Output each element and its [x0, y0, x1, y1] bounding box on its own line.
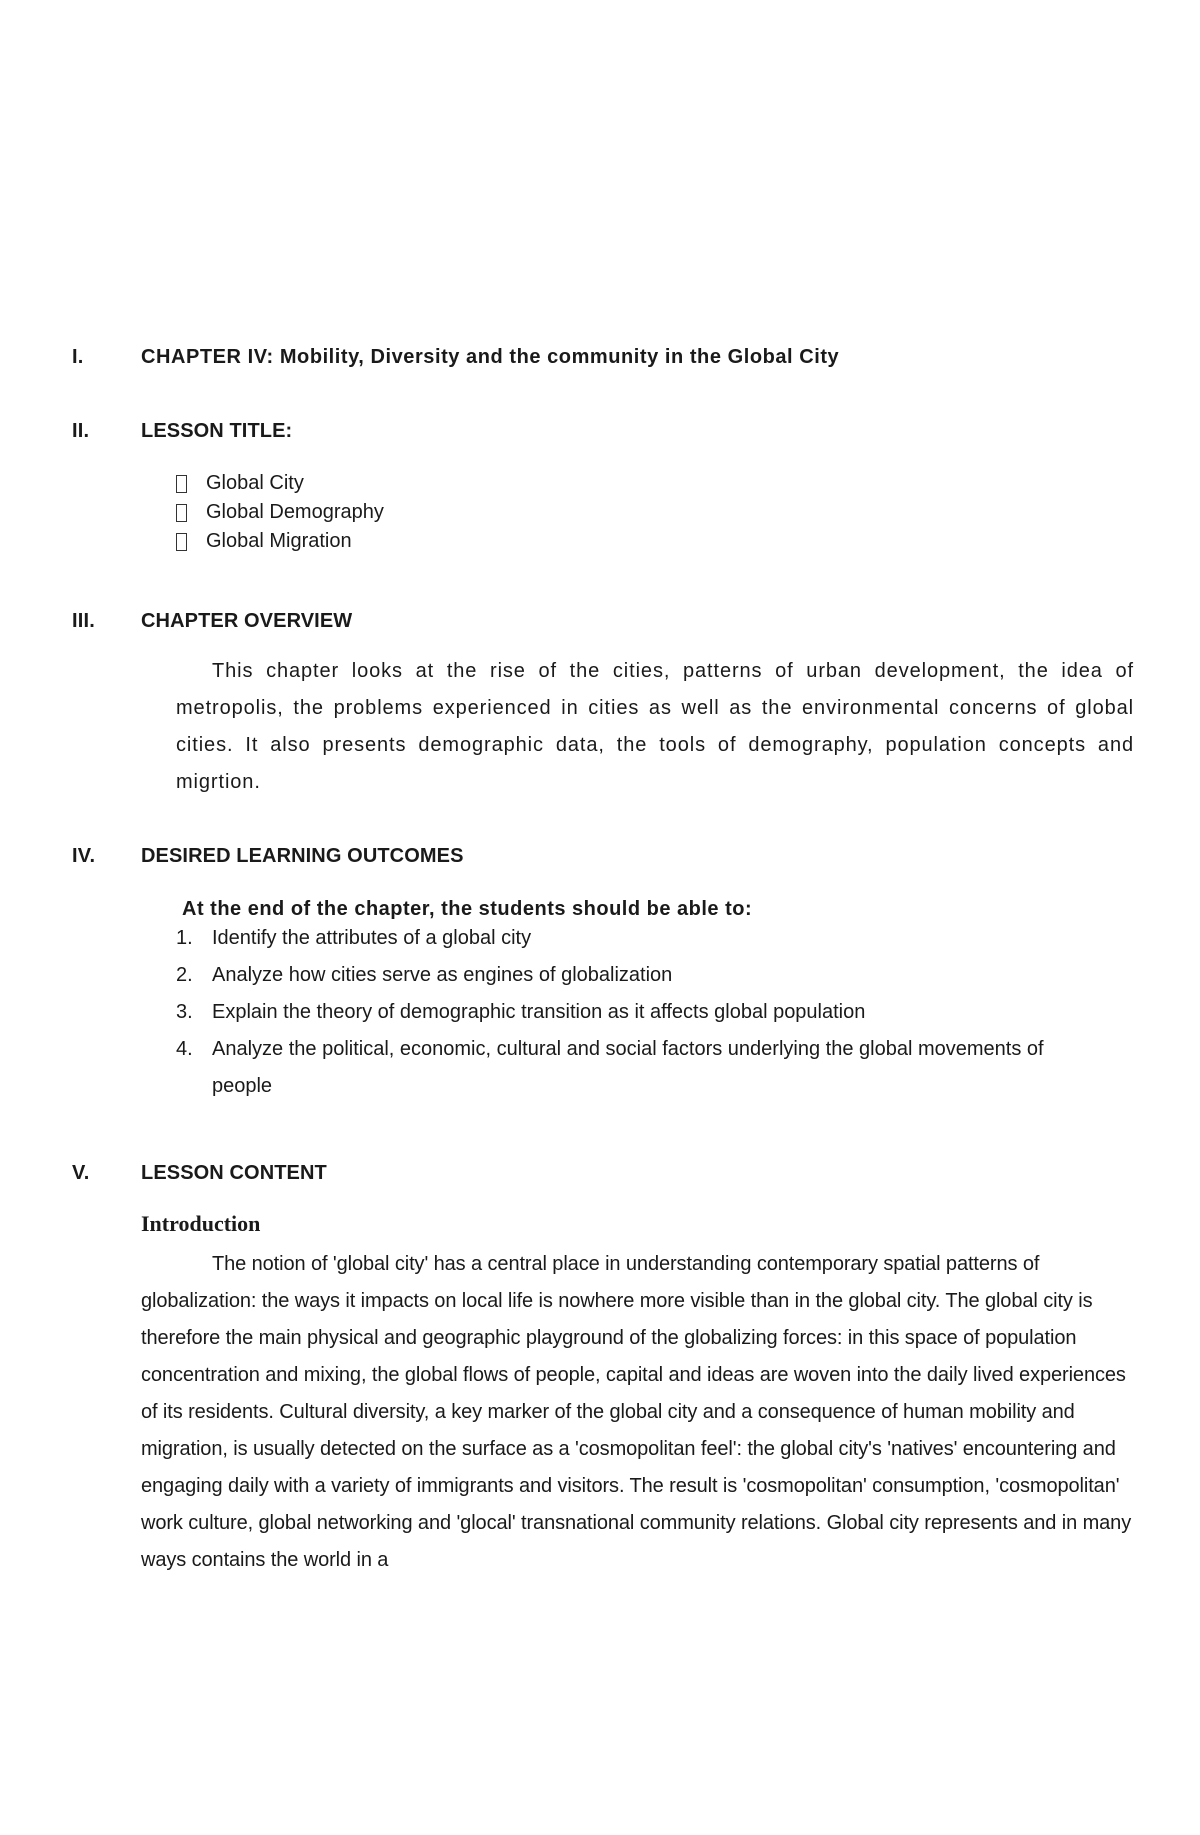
chapter-title: CHAPTER IV: Mobility, Diversity and the community in the Global City — [141, 346, 840, 368]
lesson-title-label: Global City — [206, 472, 304, 494]
paragraph-line: The result is 'cosmopolitan' consumption, 'cosmopolitan' work culture, global networking and 'glocal' — [141, 1475, 1120, 1534]
outcome-text-continued: people — [212, 1075, 273, 1097]
lesson-title-item — [176, 530, 352, 553]
section-numeral-4: IV. — [72, 845, 96, 867]
lesson-content-heading: LESSON CONTENT — [141, 1162, 327, 1184]
lesson-title-item — [176, 472, 304, 495]
lesson-title-heading: LESSON TITLE: — [141, 420, 293, 442]
outcome-number: 1. — [176, 927, 193, 949]
bullet-box-icon — [176, 475, 187, 493]
section-numeral-1: I. — [72, 346, 84, 368]
bullet-box-icon — [176, 533, 187, 551]
outcome-number: 4. — [176, 1038, 193, 1060]
lesson-title-item — [176, 501, 384, 524]
outcome-number: 2. — [176, 964, 193, 986]
introduction-heading: Introduction — [141, 1211, 261, 1236]
paragraph-line: population concentration and mixing, the global flows of people, capital and ideas are woven into the — [141, 1327, 1077, 1386]
lesson-title-label: Global Migration — [206, 530, 352, 552]
section-numeral-5: V. — [72, 1162, 90, 1184]
paragraph-line: feel': the global city's 'natives' encountering and engaging daily with a variety of immigrants and visitors. — [141, 1438, 1116, 1497]
learning-outcomes-heading: DESIRED LEARNING OUTCOMES — [141, 845, 464, 867]
bullet-box-icon — [176, 504, 187, 522]
outcomes-lead: At the end of the chapter, the students should be able to: — [182, 898, 753, 920]
section-numeral-3: III. — [72, 610, 96, 632]
paragraph-line: consequence of human mobility and migration, is usually detected on the surface as a 'cosmopolitan — [141, 1401, 1075, 1460]
paragraph-line: daily lived experiences of its residents. Cultural diversity, a key marker of the global city and a — [141, 1364, 1126, 1423]
paragraph-line: city is therefore the main physical and geographic playground of the globalizing forces: in this space of — [141, 1290, 1093, 1349]
outcome-number: 3. — [176, 1001, 193, 1023]
chapter-overview-heading: CHAPTER OVERVIEW — [141, 610, 353, 632]
outcome-text: Identify the attributes of a global city — [212, 927, 532, 949]
lesson-title-label: Global Demography — [206, 501, 384, 523]
outcome-text: Explain the theory of demographic transition as it affects global population — [212, 1001, 866, 1023]
paragraph-line: globalization: the ways it impacts on local life is nowhere more visible than in the global city. The global — [141, 1290, 1038, 1312]
chapter-overview-paragraph: This chapter looks at the rise of the cities, patterns of urban development, the idea of metropolis, the problems experienced in cities as well as the environmental concerns of global cities. It also presents demographic data, the tools of demography, population concepts and migrtion. — [176, 660, 1134, 793]
paragraph-line: The notion of 'global city' has a central place in understanding contemporary spatial patterns of — [212, 1253, 1040, 1275]
outcome-text: Analyze how cities serve as engines of globalization — [212, 964, 673, 986]
paragraph-line: transnational community relations. Global city represents and in many ways contains the world in a — [141, 1512, 1132, 1571]
outcome-text: Analyze the political, economic, cultural and social factors underlying the global movements of — [212, 1038, 1044, 1060]
section-numeral-2: II. — [72, 420, 90, 442]
introduction-paragraph — [141, 1246, 1141, 1579]
